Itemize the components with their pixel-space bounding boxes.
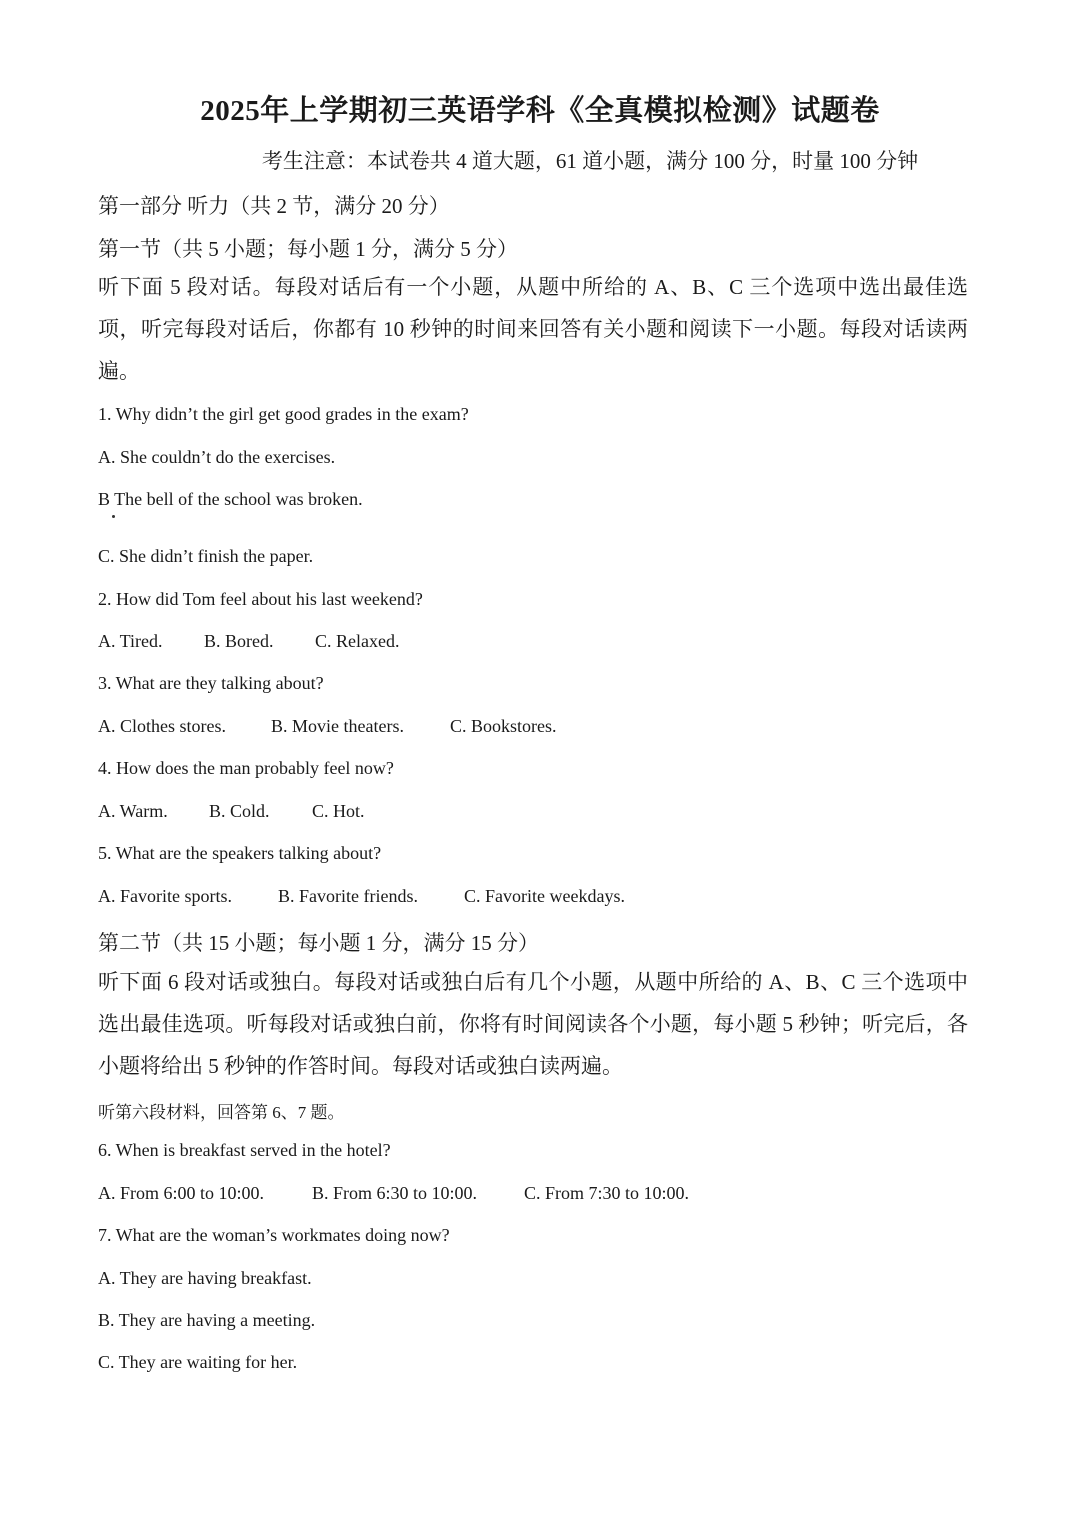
question-3-stem: 3. What are they talking about? — [98, 673, 324, 693]
stray-dot-mark — [112, 515, 115, 518]
question-5-stem: 5. What are the speakers talking about? — [98, 843, 382, 863]
question-5-options — [98, 886, 625, 907]
question-4-option-a: A. Warm. — [98, 801, 168, 821]
question-1-option-b: B The bell of the school was broken. — [98, 489, 363, 509]
question-7-option-c: C. They are waiting for her. — [98, 1352, 298, 1372]
question-7-option-a: A. They are having breakfast. — [98, 1268, 312, 1288]
part1-heading: 第一部分 听力（共 2 节，满分 20 分） — [98, 194, 450, 218]
section1-instructions: 听下面 5 段对话。每段对话后有一个小题，从题中所给的 A、B、C 三个选项中选出最佳选项，听完每段对话后，你都有 10 秒钟的时间来回答有关小题和阅读下一小题。每段对话读两遍。 — [98, 275, 968, 383]
question-4-options — [98, 801, 365, 822]
question-6-stem: 6. When is breakfast served in the hotel? — [98, 1140, 391, 1160]
question-6-option-c: C. From 7:30 to 10:00. — [524, 1183, 690, 1203]
question-5-option-a: A. Favorite sports. — [98, 886, 232, 906]
question-2-option-c: C. Relaxed. — [315, 631, 400, 651]
question-4-option-b: B. Cold. — [209, 801, 270, 821]
question-6-option-b: B. From 6:30 to 10:00. — [312, 1183, 478, 1203]
question-2-stem: 2. How did Tom feel about his last weekend? — [98, 589, 423, 609]
question-1-stem: 1. Why didn’t the girl get good grades in the exam? — [98, 404, 469, 424]
question-3-options — [98, 716, 557, 737]
material-note: 听第六段材料，回答第 6、7 题。 — [98, 1103, 345, 1122]
question-3-option-a: A. Clothes stores. — [98, 716, 226, 736]
question-2-options — [98, 631, 399, 652]
question-5-option-b: B. Favorite friends. — [278, 886, 418, 906]
question-1-option-a: A. She couldn’t do the exercises. — [98, 447, 336, 467]
question-3-option-c: C. Bookstores. — [450, 716, 557, 736]
question-7-option-b: B. They are having a meeting. — [98, 1310, 316, 1330]
question-4-stem: 4. How does the man probably feel now? — [98, 758, 394, 778]
question-6-option-a: A. From 6:00 to 10:00. — [98, 1183, 265, 1203]
section2-instructions: 听下面 6 段对话或独白。每段对话或独白后有几个小题，从题中所给的 A、B、C 三个选项中选出最佳选项。听每段对话或独白前，你将有时间阅读各个小题，每小题 5 秒钟；听完后，各小题将给出 5 秒钟的作答时间。每段对话或独白读两遍。 — [98, 970, 968, 1078]
exam-title: 2025年上学期初三英语学科《全真模拟检测》试题卷 — [200, 95, 880, 127]
question-3-option-b: B. Movie theaters. — [271, 716, 404, 736]
question-5-option-c: C. Favorite weekdays. — [464, 886, 625, 906]
question-6-options — [98, 1183, 689, 1204]
question-2-option-a: A. Tired. — [98, 631, 163, 651]
section1-heading: 第一节（共 5 小题；每小题 1 分，满分 5 分） — [98, 237, 518, 261]
question-2-option-b: B. Bored. — [204, 631, 274, 651]
question-1-option-c: C. She didn’t finish the paper. — [98, 546, 314, 566]
question-4-option-c: C. Hot. — [312, 801, 365, 821]
exam-notice: 考生注意：本试卷共 4 道大题，61 道小题，满分 100 分，时量 100 分钟 — [261, 149, 919, 173]
question-7-stem: 7. What are the woman’s workmates doing now? — [98, 1225, 450, 1245]
section2-heading: 第二节（共 15 小题；每小题 1 分，满分 15 分） — [98, 931, 539, 955]
